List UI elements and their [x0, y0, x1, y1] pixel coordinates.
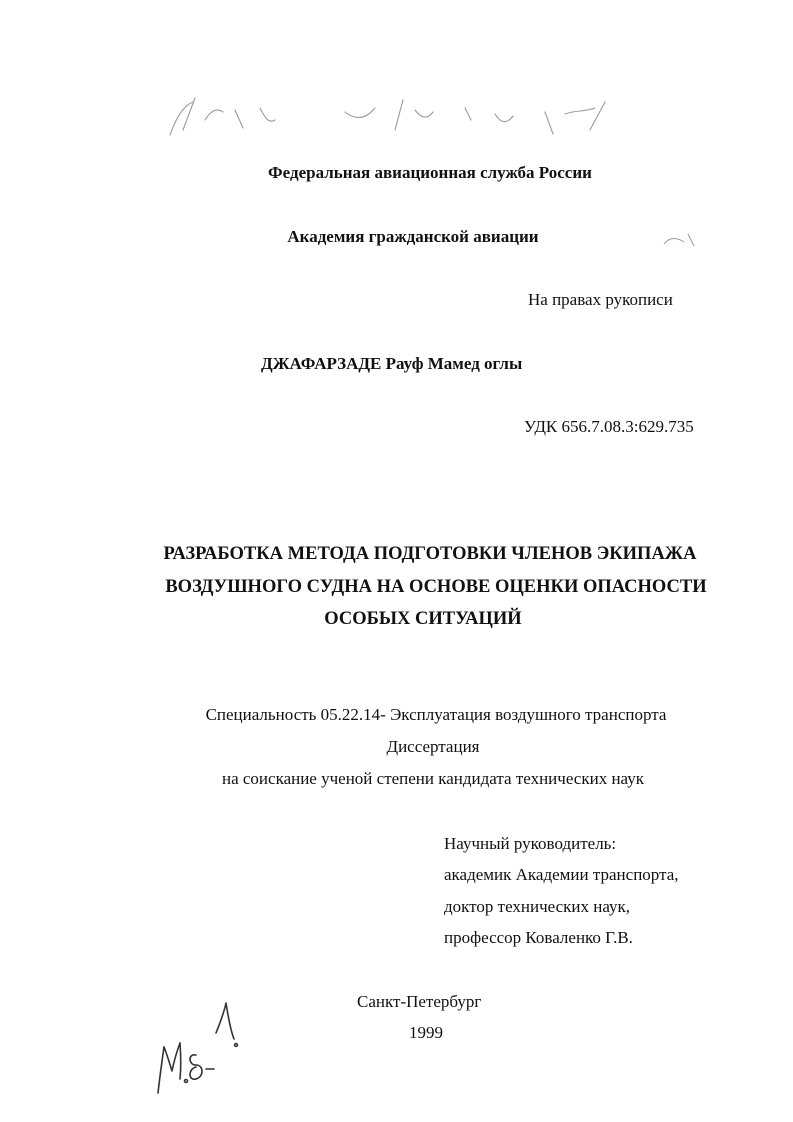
city: Санкт-Петербург: [357, 992, 482, 1011]
manuscript-rights: На правах рукописи: [528, 290, 673, 309]
academy-name: Академия гражданской авиации: [287, 227, 539, 246]
thesis-title-line-1: РАЗРАБОТКА МЕТОДА ПОДГОТОВКИ ЧЛЕНОВ ЭКИПАЖА: [163, 544, 697, 564]
supervisor-title-1: академик Академии транспорта,: [444, 865, 679, 884]
degree-sought: на соискание ученой степени кандидата технических наук: [221, 769, 644, 788]
thesis-title-line-2: ВОЗДУШНОГО СУДНА НА ОСНОВЕ ОЦЕНКИ ОПАСНОСТИ: [165, 577, 707, 597]
supervisor-heading: Научный руководитель:: [444, 834, 617, 853]
supervisor-title-2: доктор технических наук,: [444, 897, 631, 916]
specialty: Специальность 05.22.14- Эксплуатация воздушного транспорта: [205, 705, 667, 724]
thesis-title-line-3: ОСОБЫХ СИТУАЦИЙ: [324, 609, 522, 629]
author-name: ДЖАФАРЗАДЕ Рауф Мамед оглы: [261, 354, 523, 373]
pencil-annotation: [165, 90, 635, 160]
year: 1999: [409, 1023, 443, 1042]
handwritten-signature: [150, 995, 240, 1100]
supervisor-name: профессор Коваленко Г.В.: [444, 928, 633, 947]
agency-name: Федеральная авиационная служба России: [268, 163, 592, 182]
udc-code: УДК 656.7.08.3:629.735: [524, 417, 694, 436]
work-type: Диссертация: [386, 737, 480, 756]
